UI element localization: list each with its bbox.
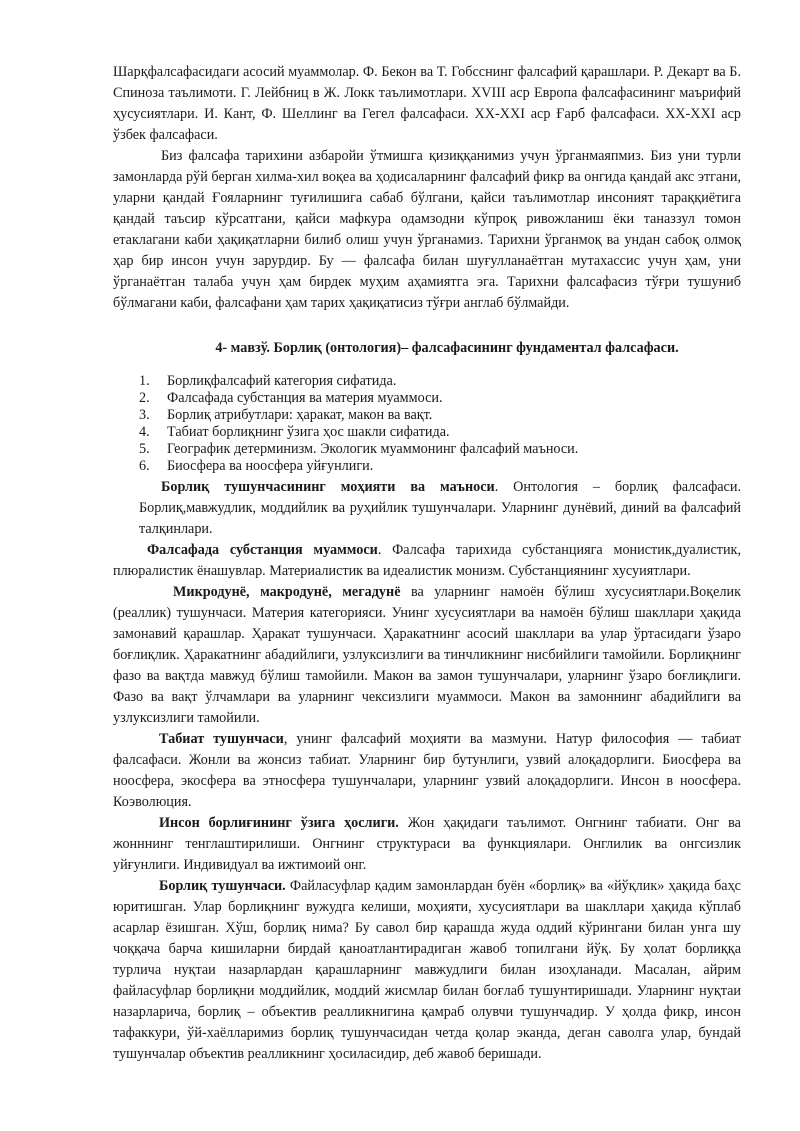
list-item: 2. Фалсафада субстанция ва материя муаммоси. <box>139 390 443 406</box>
section-micro-macro-mega <box>113 582 741 729</box>
topic-heading: 4- мавзў. Борлиқ (онтология)– фалсафасининг фундаментал фалсафаси. <box>215 340 679 356</box>
section-being-notion <box>113 876 741 1065</box>
section-text: , унинг фалсафий моҳияти ва мазмуни. Натур философия — табиат фалсафаси. Жонли ва жонсиз табиат. Уларнинг бир бутунлиги, узвий алоқадорлиги. Биосфера ва ноосфера, экосфера ва этносфера тушунчалари, уларнинг узвий алоқадорлиги. Инсон в ноосфера. Коэволюция. <box>113 731 741 810</box>
section-text: ва уларнинг намоён бўлиш хусусиятлари.Воқелик (реаллик) тушунчаси. Материя категорияси. Унинг хусусиятлари ва намоён бўлиш шакллари ҳақида замонавий қарашлар. Ҳаракат тушунчаси. Ҳаракатнинг асосий шакллари ва улар ўртасидаги ўзаро боғлиқлик. Ҳаракатнинг абадийлиги, узлуксизлиги ва тинчликнинг нисбийлиги тамойили. Борлиқнинг фазо ва вақтда мавжуд бўлиш тамойили. Макон ва замон тушунчалари, уларнинг ўзаро боғлиқлиги. Фазо ва вақт ўлчамлари ва уларнинг чексизлиги муаммоси. Макон ва замоннинг абадийлиги ва узлуксизлиги тамойили. <box>113 584 742 726</box>
document-page <box>113 62 741 1065</box>
section-text: . Фалсафа тарихида субстанцияга монистик,дуалистик, плюралистик ёнашувлар. Материалистик ва идеалистик монизм. Субстанциянинг хусуиятлари. <box>113 542 742 579</box>
section-title: Борлиқ тушунчасининг моҳияти ва маъноси <box>161 479 495 495</box>
list-item: 5. Географик детерминизм. Экологик муаммонинг фалсафий маъноси. <box>139 441 579 457</box>
section-title: Инсон борлиғининг ўзига ҳослиги. <box>159 815 399 831</box>
topic-plan-list <box>113 373 741 475</box>
section-being-concept <box>113 477 741 540</box>
section-human-being <box>113 813 741 876</box>
section-title: Фалсафада субстанция муаммоси <box>147 542 378 558</box>
list-item: 6. Биосфера ва ноосфера уйғунлиги. <box>139 458 374 474</box>
section-title: Табиат тушунчаси <box>159 731 284 747</box>
section-text: Файласуфлар қадим замонлардан буён «борлиқ» ва «йўқлик» ҳақида баҳс юритишган. Улар борлиқнинг вужудга келиши, моҳияти, хусусиятлари ва шакллари ҳақида кўплаб асарлар ёзишган. Хўш, борлиқ нима? Бу савол бир қарашда жуда оддий кўрингани билан унга шу чоққача барча кишиларни бирдай қаноатлантирадиган жавоб топилгани йўқ. Бу ҳолат борлиққа турлича нуқтаи назарлардан қарашларнинг мавжудлиги билан изоҳланади. Масалан, айрим файласуфлар борлиқни моддийлик, моддий жисмлар билан боғлаб тушунтиришади. Уларнинг нуқтаи назарларича, борлиқ – объектив реалликнигина қамраб олувчи тушунчадир. У ҳолда фикр, инсон тафаккури, ўй-хаёлларимиз борлиқ тушунчасидан четда қолар эканда, деган саволга улар, бундай тушунчалар объектив реалликнинг ҳосиласидир, деб жавоб беришади. <box>113 878 741 1062</box>
list-item: 4. Табиат борлиқнинг ўзига ҳос шакли сифатида. <box>139 424 450 440</box>
section-substance <box>113 540 741 582</box>
section-title: Микродунё, макродунё, мегадунё <box>173 584 401 600</box>
list-item: 3. Борлиқ атрибутлари: ҳаракат, макон ва вақт. <box>139 407 433 423</box>
list-item: 1. Борлиқфалсафий категория сифатида. <box>139 373 397 389</box>
section-title: Борлиқ тушунчаси. <box>159 878 286 894</box>
section-nature <box>113 729 741 813</box>
intro-paragraph-1: Шарқфалсафасидаги асосий муаммолар. Ф. Бекон ва Т. Гобсснинг фалсафий қарашлари. Р. Декарт ва Б. Спиноза таълимоти. Г. Лейбниц в Ж. Локк таълимотлари. XVIII аср Европа фалсафасининг маърифий ҳусусиятлари. И. Кант, Ф. Шеллинг ва Гегел фалсафаси. XX-XXI аср Ғарб фалсафаси. XX-XXI аср ўзбек фалсафаси. <box>113 64 741 143</box>
intro-paragraph-2: Биз фалсафа тарихини азбаройи ўтмишга қизиққанимиз учун ўрганмаяпмиз. Биз уни турли замонларда рўй берган хилма-хил воқеа ва ҳодисаларнинг фалсафий фикр ва онгида қандай акс этгани, уларни қандай Ғояларнинг туғилишига сабаб бўлгани, қайси таълимотлар инсоният тараққиётига қандай таъсир кўрсатгани, қайси мафкура одамзодни кўпроқ ривожланиш ёки таназзул томон етаклагани каби ҳақиқатларни билиб олиш учун ўрганамиз. Тарихни ўрганмоқ ва ундан сабоқ олмоқ ҳар бир инсон учун зарурдир. Бу — фалсафа билан шуғулланаётган мутахассис учун ҳам, уни ўрганаётган талаба учун ҳам бирдек муҳим аҳамиятга эга. Тарихни фалсафасиз тўғри тушуниб бўлмагани каби, фалсафани ҳам тарих ҳақиқатисиз тўғри англаб бўлмайди. <box>113 148 741 311</box>
section-text: . Онтология – борлиқ фалсафаси. Борлиқ,мавжудлик, моддийлик ва руҳийлик тушунчалари. Уларнинг дунёвий, диний ва фалсафий талқинлари. <box>139 479 741 537</box>
section-text: Жон ҳақидаги таълимот. Онгнинг табиати. Онг ва жонннинг тенглаштирилиши. Онгнинг структураси ва функциялари. Онглилик ва онгсизлик уйғунлиги. Индивидуал ва ижтимоий онг. <box>113 815 741 873</box>
